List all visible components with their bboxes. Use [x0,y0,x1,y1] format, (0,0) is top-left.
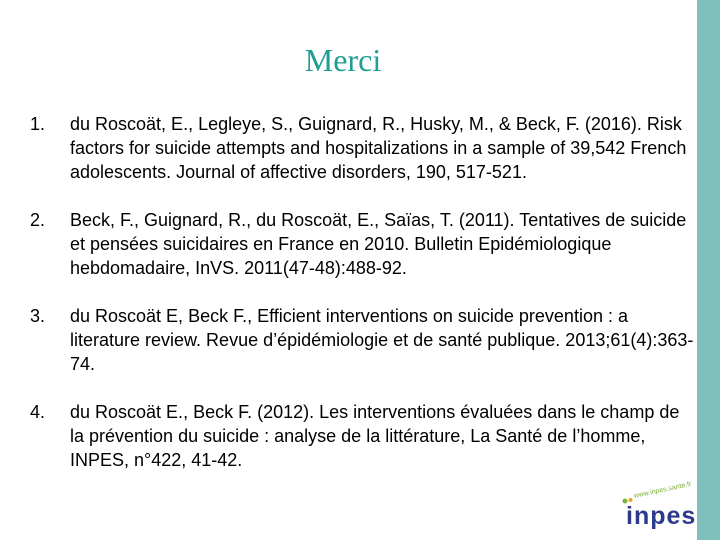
reference-item [30,208,695,280]
reference-number: 3. [30,306,46,326]
reference-item [30,400,695,472]
inpes-logo [622,480,698,534]
reference-number: 1. [30,114,46,134]
reference-text: du Roscoät, E., Legleye, S., Guignard, R., Husky, M., & Beck, F. (2016). Risk factors for suicide attempts and hospitalizations in a sample of 39,542 French adolescents. Journal of affective disorders, 190, 517-521. [70,114,687,182]
side-accent-bar [697,0,720,540]
reference-list [30,112,695,472]
logo-url: www.inpes.sante.fr [633,480,693,500]
reference-text: Beck, F., Guignard, R., du Roscoät, E., Saïas, T. (2011). Tentatives de suicide et pensées suicidaires en France en 2010. Bulletin Epidémiologique hebdomadaire, InVS. 2011(47-48):488-92. [70,210,687,278]
reference-text: du Roscoät E., Beck F. (2012). Les interventions évaluées dans le champ de la prévention du suicide : analyse de la littérature, La Santé de l’homme, INPES, n°422, 41-42. [70,402,680,470]
reference-number: 2. [30,210,46,230]
reference-item [30,304,695,376]
reference-item [30,112,695,184]
reference-number: 4. [30,402,46,422]
logo-wordmark: inpes [626,502,697,530]
reference-text: du Roscoät E, Beck F., Efficient interventions on suicide prevention : a literature review. Revue d’épidémiologie et de santé publique. 2013;61(4):363-74. [70,306,694,374]
slide-title: Merci [304,42,382,78]
